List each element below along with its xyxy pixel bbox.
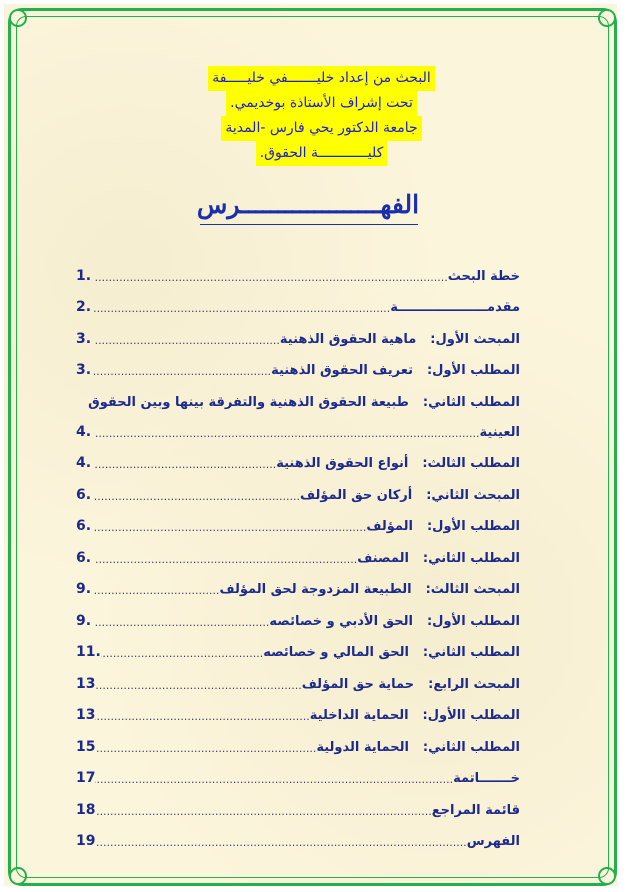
toc-entry	[76, 635, 520, 667]
toc-entry	[76, 290, 520, 322]
dot-leader	[94, 365, 271, 384]
toc-page-number: 1.	[76, 267, 92, 284]
toc-entry-prefix: المطلب الأول:	[426, 519, 520, 534]
toc-entry-title: ماهية الحقوق الذهنية	[279, 331, 417, 347]
toc-entry-prefix: المطلب الأول:	[426, 363, 520, 378]
toc-entry-label	[366, 519, 520, 540]
dot-leader	[95, 836, 466, 855]
toc-entry-label	[271, 363, 520, 384]
toc-entry-title: مقدمــــــــــــــــــــة	[390, 300, 520, 315]
toc-page-number: 18	[76, 801, 96, 818]
toc-entry-prefix: المطلب الثالث:	[422, 456, 520, 471]
toc-entry-label	[357, 551, 520, 572]
toc-entry-title: المؤلف	[366, 519, 413, 534]
toc-page-number: 13	[76, 707, 96, 723]
toc-entry-label	[269, 614, 520, 635]
toc-entry-title: الحماية الداخلية	[309, 708, 409, 723]
toc-page-number: 19	[76, 833, 96, 849]
dot-leader	[94, 584, 220, 603]
toc-entry	[76, 792, 520, 824]
dot-leader	[94, 334, 280, 353]
toc-entry	[76, 384, 520, 414]
toc-entry-label	[310, 708, 520, 729]
toc-entry-label	[467, 834, 520, 855]
toc-entry-title: الحق المالي و خصائصه	[263, 645, 409, 660]
toc-entry-label	[480, 425, 520, 446]
dot-leader	[95, 679, 301, 698]
toc-entry-prefix: المطلب الثاني:	[422, 739, 520, 755]
toc-entry-prefix: المبحث الأول:	[430, 331, 520, 347]
toc-page-number: 3.	[76, 330, 92, 347]
toc-entry-prefix: المبحث الثالث:	[425, 582, 520, 597]
toc-page-number: 3.	[76, 362, 92, 378]
toc-entry-label	[316, 740, 520, 761]
toc-entry-title: أركان حق المؤلف	[300, 487, 413, 503]
toc-entry-label	[276, 456, 520, 477]
toc-page-number: 13	[76, 675, 96, 692]
toc-entry-label	[432, 803, 520, 824]
header-university: جامعة الدكتور يحي فارس -المدية	[221, 116, 421, 141]
toc-entry-title: تعريف الحقوق الذهنية	[271, 363, 413, 378]
toc-entry-title: قائمة المراجع	[431, 802, 520, 818]
toc-page-number: 17	[76, 770, 96, 786]
dot-leader	[95, 805, 431, 824]
toc-entry	[76, 258, 520, 290]
dot-leader	[94, 427, 480, 446]
dot-leader	[94, 302, 390, 321]
toc-entry	[76, 666, 520, 698]
header-faculty: كليــــــــــــة الحقوق.	[256, 141, 388, 166]
toc-entry	[76, 540, 520, 572]
dot-leader	[94, 616, 269, 635]
toc-entry	[76, 824, 520, 856]
toc-entry-prefix: المطلب الثاني:	[422, 550, 520, 566]
toc-entry-title: الطبيعة المزدوجة لحق المؤلف	[219, 582, 412, 597]
toc-entry-title: المصنف	[357, 550, 409, 566]
toc-page-number: 2.	[76, 299, 92, 315]
toc-entry-label	[88, 395, 520, 414]
toc-page-number: 15	[76, 738, 96, 755]
dot-leader	[94, 271, 448, 290]
title-underline	[200, 224, 418, 225]
header-author: البحث من إعداد خليـــــــفي خليـــــفة	[208, 66, 434, 91]
dot-leader	[94, 458, 276, 477]
toc-entry-title: خطة البحث	[447, 268, 520, 284]
toc-entry-title: العينية	[479, 424, 520, 440]
toc-entry-label	[390, 300, 520, 321]
toc-entry	[76, 353, 520, 385]
toc-entry	[76, 572, 520, 604]
toc-entry-prefix: المطلب الثاني:	[422, 395, 520, 410]
toc-entry-title: حماية حق المؤلف	[301, 676, 415, 692]
toc-entry-prefix: المبحث الرابع:	[428, 676, 520, 692]
dot-leader	[101, 647, 263, 666]
dot-leader	[95, 773, 453, 792]
page-title: الفهـــــــــــــــــــرس	[196, 190, 420, 219]
toc-entry	[76, 321, 520, 353]
toc-entry	[76, 509, 520, 541]
toc-entry	[76, 603, 520, 635]
dot-leader	[94, 521, 366, 540]
toc-entry-prefix: المطلب الأول:	[426, 613, 520, 629]
toc-entry-prefix: المطلب االأول:	[422, 708, 520, 723]
toc-page-number: 6.	[76, 549, 92, 566]
toc-entry-prefix: المبحث الثاني:	[426, 487, 520, 503]
toc-entry-label	[280, 332, 520, 353]
toc-entry-title: أنواع الحقوق الذهنية	[276, 456, 409, 471]
toc-entry	[76, 729, 520, 761]
dot-leader	[94, 490, 300, 509]
toc-entry	[76, 477, 520, 509]
toc-page-number: 9.	[76, 612, 92, 629]
toc-entry	[76, 446, 520, 478]
toc-page-number: 9.	[76, 581, 92, 597]
toc-entry-title: طبيعة الحقوق الذهنية والتفرقة بينها وبين الحقوق	[88, 395, 409, 410]
toc-entry	[76, 761, 520, 793]
dot-leader	[95, 710, 309, 729]
toc-entry-prefix: المطلب الثاني:	[422, 645, 520, 660]
toc-page-number: 6.	[76, 486, 92, 503]
toc-entry-label	[302, 677, 520, 698]
toc-page-number: 4.	[76, 423, 92, 440]
toc-entry-title: خـــــــاتمة	[453, 771, 520, 786]
toc-entry-label	[453, 771, 520, 792]
table-of-contents	[76, 258, 520, 855]
dot-leader	[95, 742, 316, 761]
toc-entry-title: الحماية الدولية	[316, 739, 409, 755]
toc-entry-label	[220, 582, 520, 603]
toc-entry-title: الفهرس	[466, 834, 520, 849]
toc-page-number: 4.	[76, 455, 92, 471]
toc-entry-title: الحق الأدبي و خصائصه	[269, 613, 413, 629]
toc-entry-label	[300, 488, 520, 509]
toc-entry-label	[448, 269, 520, 290]
toc-entry	[76, 698, 520, 730]
toc-page-number: 11.	[76, 644, 101, 660]
toc-page-number: 6.	[76, 518, 92, 534]
toc-entry-label	[263, 645, 520, 666]
header-supervisor: تحت إشراف الأستاذة بوخديمي.	[226, 91, 417, 116]
toc-entry	[76, 414, 520, 446]
header-block	[0, 66, 643, 166]
dot-leader	[94, 553, 357, 572]
